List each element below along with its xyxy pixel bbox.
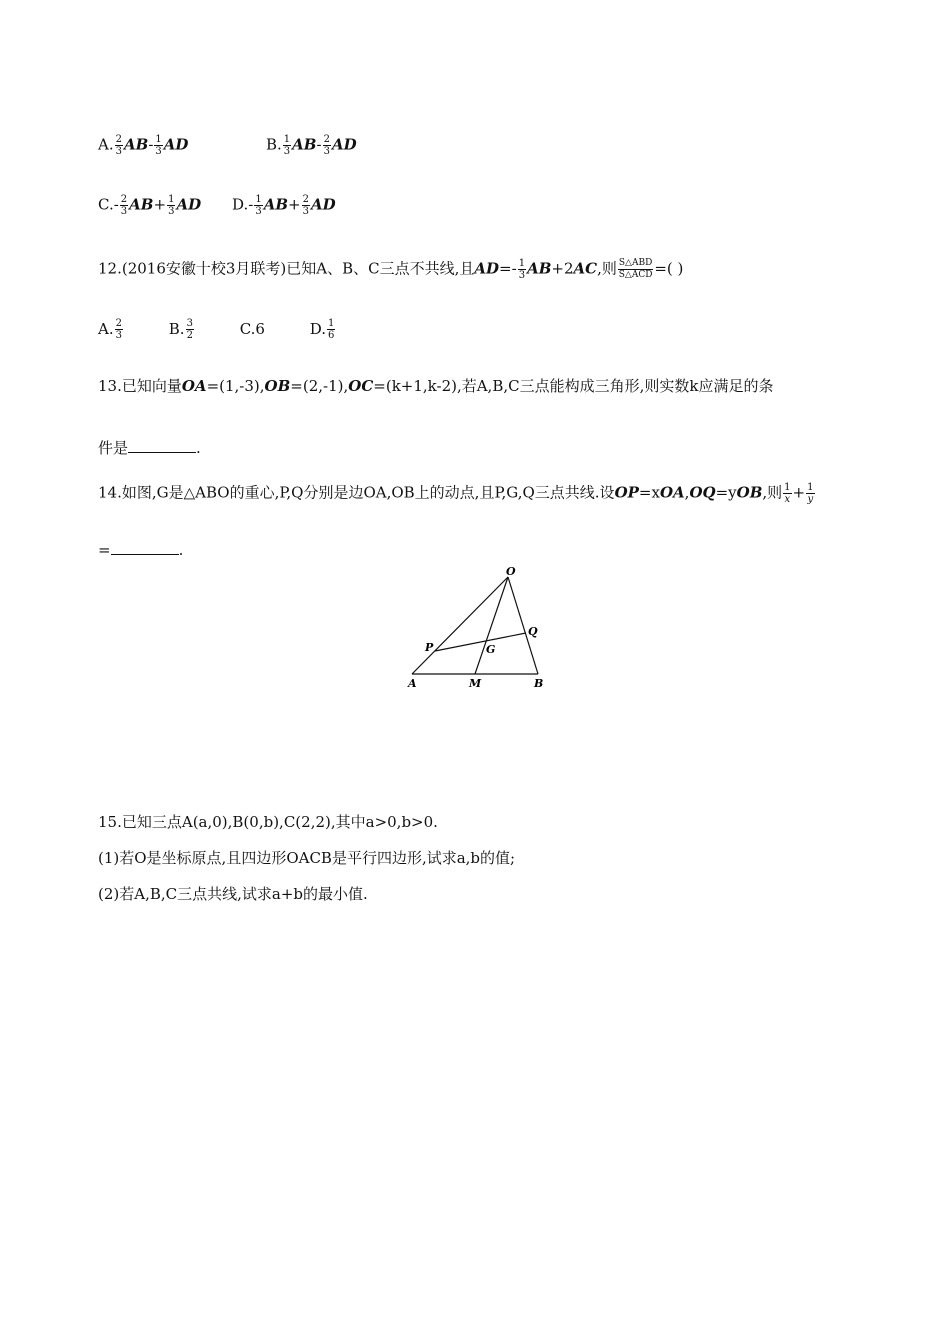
label-o: O [506, 565, 516, 578]
vector-ab: AB [292, 135, 317, 154]
equals: = [98, 541, 111, 559]
option-label: D. [232, 195, 249, 214]
area-numerator: S△ABD [618, 258, 653, 268]
question-text: 13.已知向量 [98, 377, 182, 395]
vector-ad: AD [474, 259, 500, 278]
text: ,则 [597, 259, 617, 278]
equals-x: =x [638, 483, 660, 502]
fraction: $\frac{1}{3}$ [518, 258, 526, 281]
q14-line2 [98, 540, 183, 560]
coefficient: +2 [551, 259, 574, 278]
answer-blank[interactable] [111, 540, 179, 555]
value: =(1,-3), [206, 377, 265, 395]
label-p: P [425, 641, 434, 654]
option-label: C. [98, 195, 114, 214]
vector-ad: AD [311, 195, 336, 214]
option-a: A. $\frac{2}{3}$ [98, 318, 122, 341]
fraction: $\frac{2}{3}$ [323, 134, 330, 157]
median-om [475, 577, 508, 674]
q11-option-b: B. $\frac{1}{3}$ AB- $\frac{2}{3}$ AD [266, 134, 357, 157]
vector-oa: OA [181, 377, 207, 395]
label-q: Q [528, 625, 538, 638]
text: ,则 [762, 483, 783, 502]
segment-pq [435, 633, 526, 651]
question-text: 14.如图,G是△ABO的重心,P,Q分别是边OA,OB上的动点,且P,G,Q三点共线.设 [98, 483, 615, 502]
equals-y: =y [715, 483, 737, 502]
equals: = [499, 259, 512, 278]
fraction: $\frac{2}{3}$ [120, 194, 128, 217]
vector-ab: AB [129, 195, 154, 214]
area-ratio [618, 258, 653, 281]
vector-ob: OB [736, 483, 763, 502]
option-d: D. $\frac{1}{6}$ [309, 318, 335, 341]
q11-option-c: C.- $\frac{2}{3}$ AB+ $\frac{1}{3}$ AD [98, 194, 202, 217]
q11-option-a: A. $\frac{2}{3}$ AB- $\frac{1}{3}$ AD [98, 134, 189, 157]
fraction: $\frac{2}{3}$ [115, 134, 122, 157]
q12-stem: 12.(2016安徽十校3月联考)已知A、B、C三点不共线,且AD=- $\frac{1}{3}$ AB+2AC,则 $\frac{\text{S△ABD}}{\text{S△ACD}}$ =( ) [98, 258, 684, 281]
option-label: A. [98, 135, 114, 154]
q14-stem: 14.如图,G是△ABO的重心,P,Q分别是边OA,OB上的动点,且P,G,Q三点共线.设OP=xOA,OQ=yOB,则 $\frac{1}{x}$ + $\frac{1}{y}$ [98, 482, 814, 505]
vector-ad: AD [176, 195, 202, 214]
fraction: $\frac{1}{3}$ [255, 194, 262, 217]
option-label: B. [266, 135, 282, 154]
vector-oa: OA [659, 483, 685, 502]
vector-oc: OC [348, 377, 374, 395]
label-b: B [534, 677, 544, 690]
vector-ab: AB [263, 195, 289, 214]
period: . [196, 439, 201, 457]
q13-stem [98, 376, 773, 396]
fraction: $\frac{1}{3}$ [283, 134, 291, 157]
value: =(k+1,k-2),若A,B,C三点能构成三角形,则实数k应满足的条 [373, 377, 774, 395]
q11-option-d: D.- $\frac{1}{3}$ AB+ $\frac{2}{3}$ AD [232, 194, 336, 217]
q15-part2: (2)若A,B,C三点共线,试求a+b的最小值. [98, 885, 368, 903]
fraction: $\frac{1}{y}$ [807, 482, 814, 505]
fraction: $\frac{1}{3}$ [168, 194, 175, 217]
q13-line2 [98, 438, 201, 458]
value: =(2,-1), [290, 377, 349, 395]
label-g: G [486, 643, 496, 656]
q15-stem: 15.已知三点A(a,0),B(0,b),C(2,2),其中a>0,b>0. [98, 813, 438, 831]
answer-paren: =( ) [654, 259, 684, 278]
vector-ac: AC [573, 259, 598, 278]
label-m: M [469, 677, 482, 690]
period: . [178, 541, 184, 559]
q15-part1: (1)若O是坐标原点,且四边形OACB是平行四边形,试求a,b的值; [98, 849, 516, 867]
comma: , [684, 483, 690, 502]
triangle-figure [400, 565, 560, 695]
question-text: 12.(2016安徽十校3月联考)已知A、B、C三点不共线,且 [98, 259, 475, 278]
vector-ab: AB [123, 135, 149, 154]
answer-blank[interactable] [128, 438, 196, 453]
q12-options [98, 318, 336, 341]
fraction: $\frac{1}{3}$ [155, 134, 162, 157]
vector-ab: AB [527, 259, 552, 278]
fraction: $\frac{1}{x}$ [784, 482, 791, 505]
vector-op: OP [614, 483, 639, 502]
fraction: $\frac{2}{3}$ [302, 194, 309, 217]
option-b: B. $\frac{3}{2}$ [168, 318, 193, 341]
vector-oq: OQ [689, 483, 716, 502]
vector-ob: OB [264, 377, 291, 395]
label-a: A [408, 677, 417, 690]
vector-ad: AD [163, 135, 189, 154]
question-text: 件是 [98, 439, 129, 457]
side-ao [412, 577, 508, 674]
vector-ad: AD [331, 135, 357, 154]
area-denominator: S△ACD [618, 270, 653, 280]
option-c: C.6 [239, 319, 265, 338]
